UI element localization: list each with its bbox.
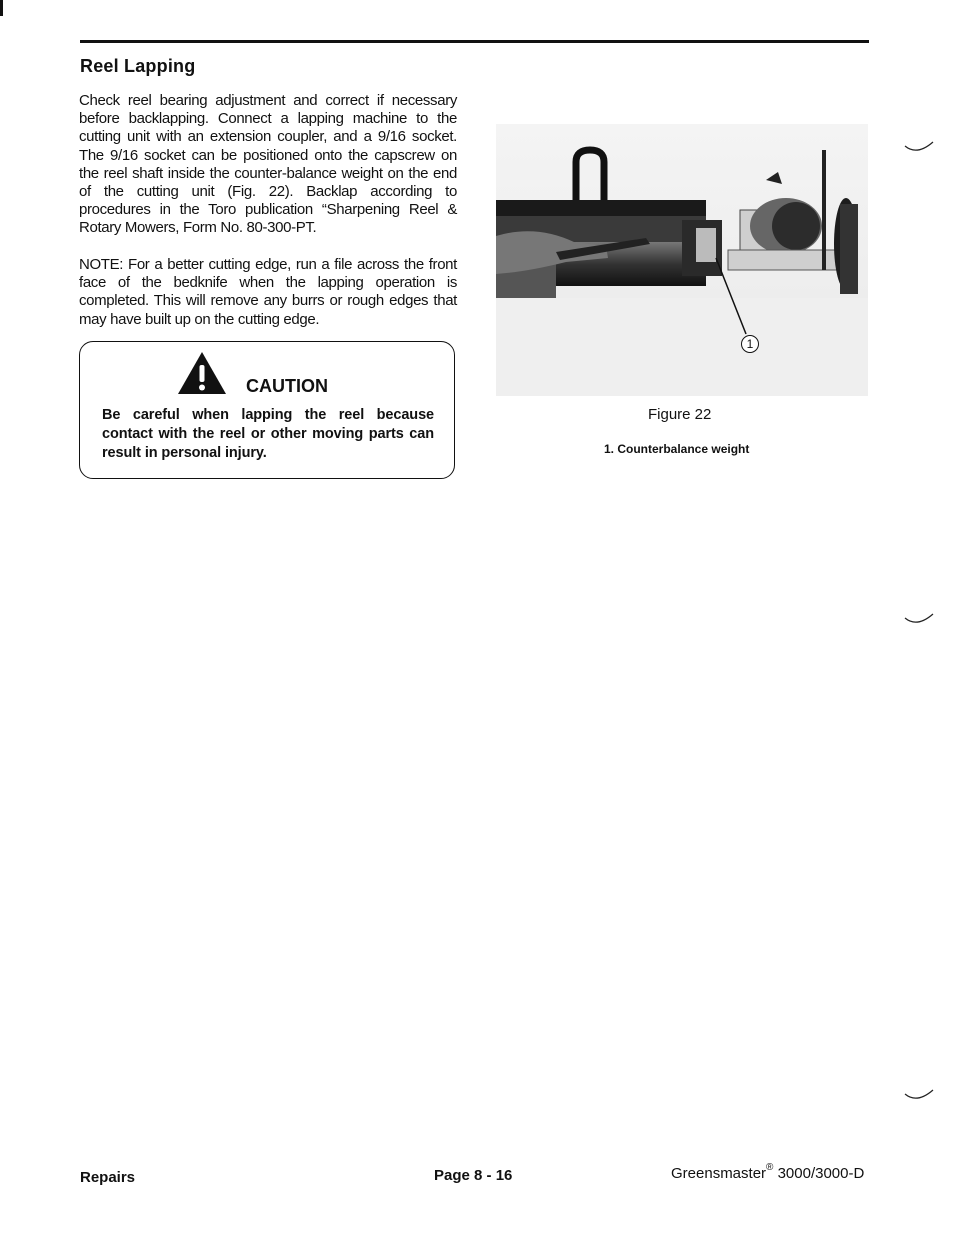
section-title: Reel Lapping bbox=[80, 56, 196, 76]
caution-box bbox=[79, 341, 455, 479]
warning-triangle-icon bbox=[176, 350, 228, 396]
footer-product-name bbox=[671, 1164, 864, 1182]
body-paragraph-1: Check reel bearing adjustment and correct if necessary before backlapping. Connect a lapping machine to the cutting unit with an extension coupler, and a 9/16 socket. The 9/16 socket can be positioned onto the capscrew on the reel shaft inside the counter-balance weight on the end of the cutting unit (Fig. 22). Backlap according to procedures in the Toro publication “Sharpening Reel & Rotary Mowers, Form No. 80-300-PT. bbox=[79, 92, 457, 237]
scan-edge-mark bbox=[0, 0, 3, 16]
binding-ring-mark bbox=[903, 140, 935, 156]
caution-text: Be careful when lapping the reel because contact with the reel or other moving parts can result in personal injury. bbox=[102, 407, 434, 461]
footer-section-name: Repairs bbox=[80, 1169, 136, 1186]
footer-brand: Greensmaster bbox=[671, 1165, 767, 1182]
header-rule bbox=[80, 40, 869, 43]
footer-page-number: Page 8 - 16 bbox=[434, 1167, 513, 1184]
registered-mark: ® bbox=[766, 1162, 774, 1173]
binding-ring-mark bbox=[903, 1088, 935, 1104]
figure-22-photo bbox=[496, 124, 868, 396]
footer-model: 3000/3000-D bbox=[773, 1165, 865, 1182]
callout-1: 1 bbox=[741, 335, 759, 353]
caution-title: CAUTION bbox=[246, 376, 328, 396]
body-paragraph-note: NOTE: For a better cutting edge, run a file across the front face of the bedknife when the lapping operation is completed. This will remove any burrs or rough edges that may have built up on the cutting edge. bbox=[79, 256, 457, 328]
binding-ring-mark bbox=[903, 612, 935, 628]
figure-legend: 1. Counterbalance weight bbox=[604, 442, 750, 456]
figure-caption: Figure 22 bbox=[648, 406, 712, 423]
lapping-photo bbox=[496, 124, 868, 396]
